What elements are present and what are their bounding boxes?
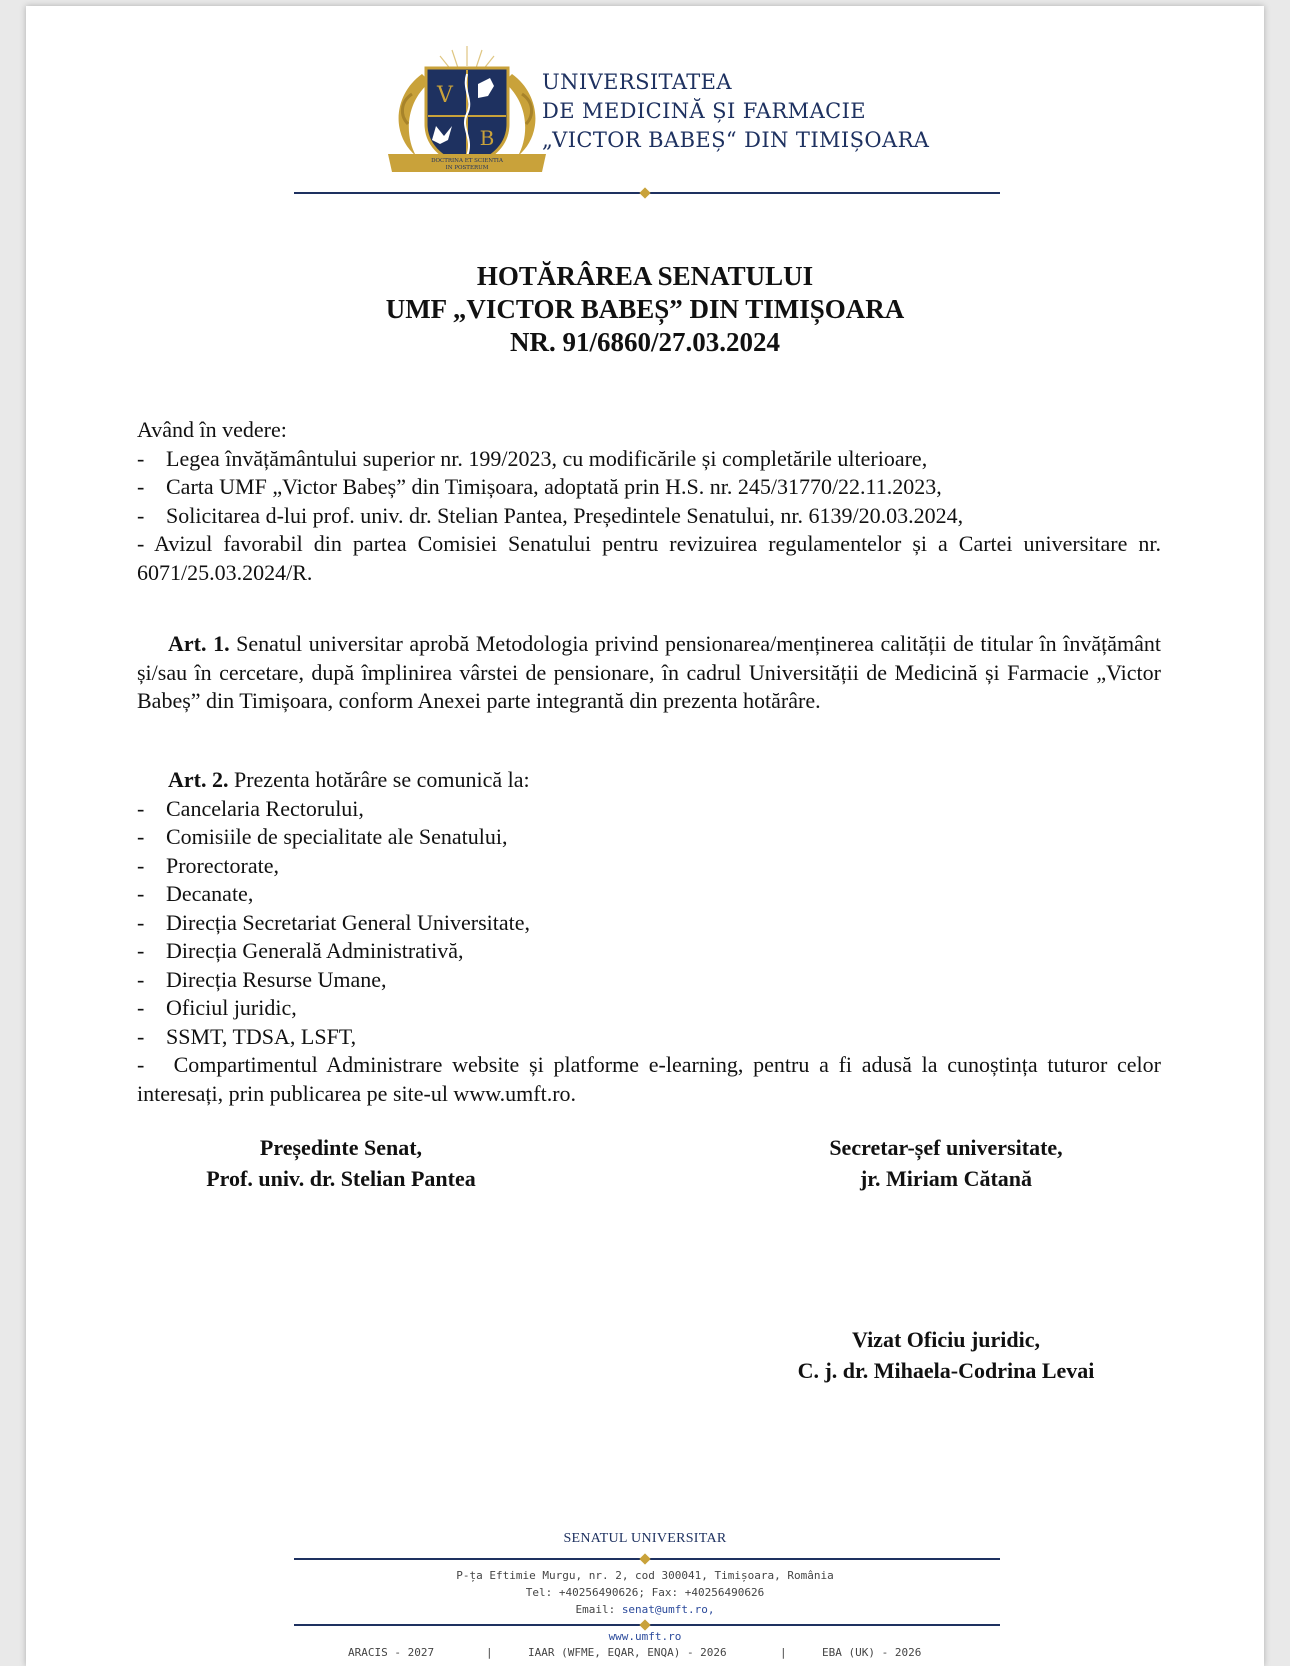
footer-phone: Tel: +40256490626; Fax: +40256490626	[525, 1586, 765, 1599]
footer-title: SENATUL UNIVERSITAR	[563, 1531, 727, 1546]
considering-intro: Având în vedere:	[137, 417, 287, 442]
crest-letter-v: V	[437, 83, 453, 108]
decision-title-line2: UMF „VICTOR BABEȘ” DIN TIMIȘOARA	[385, 294, 905, 324]
accreditation-separator: |	[486, 1646, 493, 1659]
university-name-line3: „VICTOR BABEȘ“ DIN TIMIȘOARA	[542, 128, 930, 152]
list-item-wrapped: - Avizul favorabil din partea Comisiei Senatului pentru revizuirea regulamentelor și a Cartei universitare nr. 6071/25.03.2024/R.	[137, 531, 1161, 585]
article-2-text: Prezenta hotărâre se comunică la:	[228, 767, 530, 792]
accreditation-iaar: IAAR (WFME, EQAR, ENQA) - 2026	[528, 1646, 727, 1659]
accreditation-aracis: ARACIS - 2027	[348, 1646, 435, 1659]
signature-secretary	[746, 1132, 1146, 1194]
footer-website-row	[26, 1628, 1264, 1645]
decision-title-line1: HOTĂRÂREA SENATULUI	[476, 261, 814, 291]
signature-president-role: Președinte Senat,	[259, 1135, 423, 1160]
signature-secretary-role: Secretar-șef universitate,	[829, 1135, 1063, 1160]
considering-section	[137, 416, 1161, 587]
list-item-wrapped: - Compartimentul Administrare website și platforme e-learning, pentru a fi adusă la cunoștința tuturor celor interesați, prin publicarea pe site-ul www.umft.ro.	[137, 1052, 1161, 1106]
signature-legal	[746, 1324, 1146, 1386]
list-item: - Direcția Generală Administrativă,	[137, 938, 464, 963]
article-2-label: Art. 2.	[168, 767, 229, 792]
list-item: - Legea învățământului superior nr. 199/2023, cu modificările și completările ulterioare,	[137, 445, 928, 471]
list-item: - Comisiile de specialitate ale Senatului,	[137, 824, 508, 849]
footer-divider-top	[294, 1554, 1000, 1564]
article-2	[137, 766, 1161, 1108]
crest-letter-b: B	[479, 126, 495, 150]
signature-secretary-name: jr. Miriam Cătană	[859, 1166, 1033, 1191]
footer-email-row: Email: senat@umft.ro,	[575, 1603, 715, 1616]
list-item: - Carta UMF „Victor Babeș” din Timișoara, adoptată prin H.S. nr. 245/31770/22.11.2023,	[137, 474, 942, 499]
decision-title	[26, 260, 1264, 359]
list-item: - Decanate,	[137, 881, 254, 906]
list-item: - Direcția Secretariat General Universitate,	[137, 909, 531, 935]
header-divider	[294, 188, 1000, 198]
list-item: - SSMT, TDSA, LSFT,	[137, 1023, 357, 1049]
university-crest-icon	[382, 44, 552, 184]
footer-contact	[26, 1567, 1264, 1618]
accreditation-eba: EBA (UK) - 2026	[822, 1646, 922, 1659]
footer-address: P-ța Eftimie Murgu, nr. 2, cod 300041, Timișoara, România	[456, 1569, 834, 1582]
list-item: - Oficiul juridic,	[137, 995, 297, 1020]
footer-email-link[interactable]: senat@umft.ro,	[621, 1603, 715, 1616]
list-item: - Cancelaria Rectorului,	[137, 795, 364, 821]
signature-president-name: Prof. univ. dr. Stelian Pantea	[206, 1166, 476, 1191]
crest-motto-line2: IN POSTERUM	[445, 165, 489, 171]
list-item: - Solicitarea d-lui prof. univ. dr. Stelian Pantea, Președintele Senatului, nr. 6139/20.03.2024,	[137, 502, 964, 528]
footer-website-link[interactable]: www.umft.ro	[608, 1630, 682, 1643]
university-name-line2: DE MEDICINĂ ȘI FARMACIE	[542, 99, 867, 123]
article-1	[137, 630, 1161, 716]
accreditation-separator: |	[780, 1646, 787, 1659]
signature-legal-name: C. j. dr. Mihaela-Codrina Levai	[797, 1358, 1095, 1383]
document-page	[26, 6, 1264, 1666]
crest-motto-line1: DOCTRINA ET SCIENTIA	[431, 158, 503, 164]
decision-number: NR. 91/6860/27.03.2024	[510, 327, 780, 357]
signature-president	[146, 1132, 536, 1194]
article-1-label: Art. 1.	[168, 631, 230, 656]
university-name-line1: UNIVERSITATEA	[542, 70, 732, 94]
list-item: - Prorectorate,	[137, 852, 279, 878]
university-name	[542, 68, 929, 155]
list-item: - Direcția Resurse Umane,	[137, 966, 387, 992]
signature-legal-role: Vizat Oficiu juridic,	[852, 1327, 1040, 1352]
article-1-text: Senatul universitar aprobă Metodologia privind pensionarea/menținerea calității de titular în învățământ și/sau în cercetare, după împlinirea vârstei de pensionare, în cadrul Universității de Medicină și Farmacie „Victor Babeș” din Timișoara, conform Anexei parte integrantă din prezenta hotărâre.	[137, 631, 1161, 713]
